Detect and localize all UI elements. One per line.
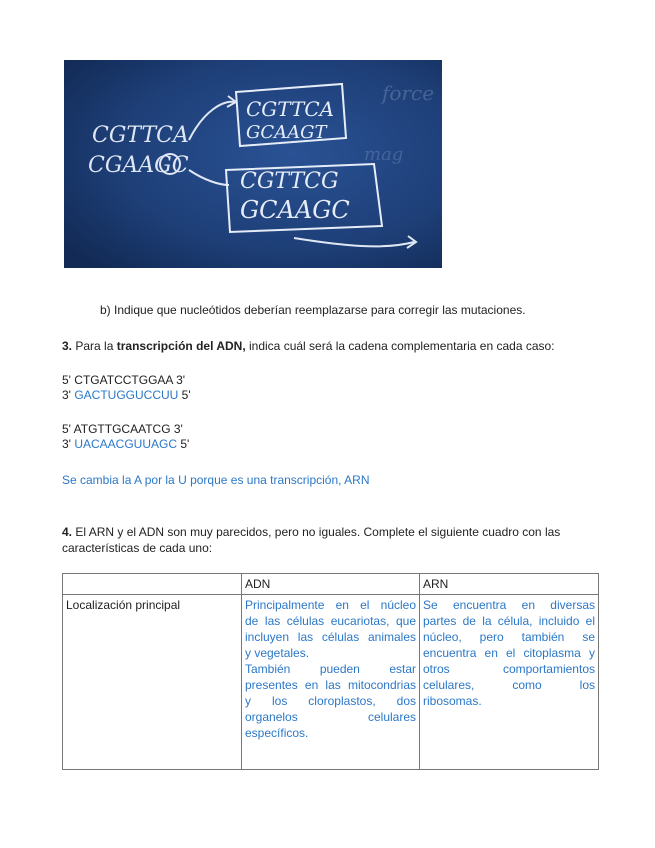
adn-text-line: incluyen las células animales (245, 630, 416, 644)
adn-text-line: y los cloroplastos, dos (245, 694, 416, 708)
box2-strand-bottom: GCAAGC (240, 196, 350, 224)
adn-text-line: organelos celulares (245, 710, 416, 724)
arn-text-line: encuentra en el citoplasma y (423, 646, 595, 660)
sequence-suffix: 5' (181, 388, 191, 402)
left-strand-bottom: CGAAGC (88, 153, 189, 178)
question-4-continued: características de cada uno: (62, 541, 213, 555)
sequence-prefix: 3' (62, 388, 71, 402)
adn-text-line: Principalmente en el núcleo (245, 598, 416, 612)
table-header-cell: ADN (242, 574, 420, 595)
sequence-1-top: 5' CTGATCCTGGAA 3' (62, 373, 186, 387)
adn-text-line: y vegetales. (245, 646, 310, 660)
table-header-cell: ARN (420, 574, 599, 595)
row-label: Localización principal (63, 595, 242, 770)
question-bold-text: transcripción del ADN, (116, 339, 246, 353)
adn-text-line: presentes en las mitocondrias (245, 678, 416, 692)
adn-cell (242, 595, 420, 770)
arn-text-line: partes de la célula, incluido el (423, 614, 595, 628)
adn-text-line: de las células eucariotas, que (245, 614, 416, 628)
adn-text-line: También pueden estar (245, 662, 416, 676)
left-strand-top: CGTTCA (92, 123, 189, 148)
faint-chalk-text: force (382, 81, 435, 105)
arn-text-line: Se encuentra en diversas (423, 598, 595, 612)
table-header-cell (63, 574, 242, 595)
arn-cell (420, 595, 599, 770)
sequence-suffix: 5' (180, 437, 190, 451)
answer-note: Se cambia la A por la U porque es una transcripción, ARN (62, 473, 370, 487)
question-text: Para la (75, 339, 114, 353)
question-text: indica cuál será la cadena complementaria en cada caso: (249, 339, 555, 353)
arn-text-line: ribosomas. (423, 694, 482, 708)
faint-chalk-text: mag (364, 144, 404, 165)
box2-strand-top: CGTTCG (240, 169, 339, 194)
question-number: 4. (62, 525, 73, 539)
question-4 (62, 525, 560, 540)
sequence-1-answer (62, 388, 191, 403)
question-text: El ARN y el ADN son muy parecidos, pero no iguales. Complete el siguiente cuadro con las (75, 525, 561, 539)
table-row (63, 595, 599, 770)
sequence-prefix: 3' (62, 437, 71, 451)
complementary-strand: UACAACGUUAGC (74, 437, 177, 451)
arn-text-line: otros comportamientos (423, 662, 595, 676)
table-header-row (63, 574, 599, 595)
box1-strand-top: CGTTCA (246, 97, 335, 121)
sequence-2-top: 5' ATGTTGCAATCG 3' (62, 422, 183, 436)
question-b: b) Indique que nucleótidos deberían reemplazarse para corregir las mutaciones. (100, 303, 526, 317)
question-number: 3. (62, 339, 73, 353)
sequence-2-answer (62, 437, 189, 452)
comparison-table (62, 573, 599, 770)
adn-text-line: específicos. (245, 726, 309, 740)
box1-strand-bottom: GCAAGT (246, 122, 327, 143)
chalkboard-photo (64, 60, 442, 268)
question-3 (62, 339, 555, 354)
arn-text-line: núcleo, pero también se (423, 630, 595, 644)
complementary-strand: GACTUGGUCCUU (74, 388, 179, 402)
arn-text-line: celulares, como los (423, 678, 595, 692)
